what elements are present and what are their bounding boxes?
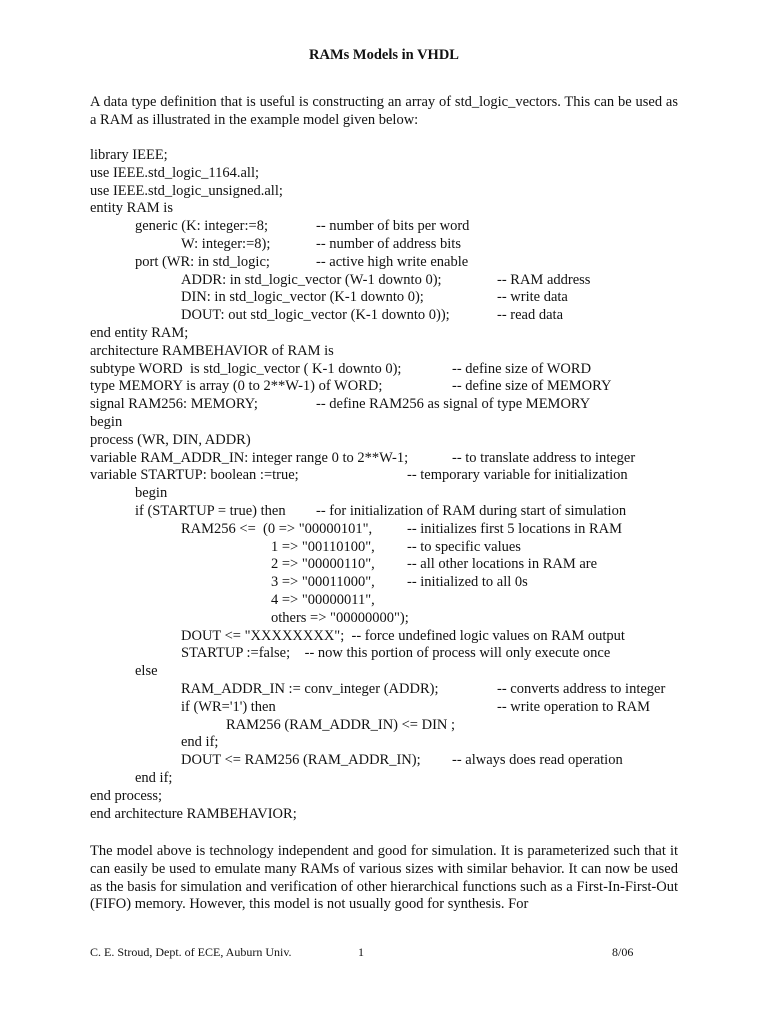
code-line: architecture RAMBEHAVIOR of RAM is — [90, 342, 334, 359]
code-line: RAM_ADDR_IN := conv_integer (ADDR); — [181, 681, 439, 697]
code-comment: -- initializes first 5 locations in RAM — [407, 520, 623, 537]
code-line: DOUT: out std_logic_vector (K-1 downto 0)); — [181, 307, 450, 324]
code-comment: -- write operation to RAM — [497, 698, 651, 715]
code-line: if (STARTUP = true) then — [135, 503, 286, 519]
closing-paragraph: The model above is technology independent and good for simulation. It is parameterized such that it can easily be used to emulate many RAMs of various sizes with similar behavior. It can now be used as the basis for simulation and verification of other hierarchical functions such as a First-In-First-Out (FIFO) memory. However, this model is not usually good for synthesis. For — [90, 843, 678, 913]
code-comment: -- RAM address — [497, 271, 591, 288]
code-line: W: integer:=8); — [181, 236, 271, 252]
code-comment: -- always does read operation — [452, 752, 623, 769]
code-comment: -- to translate address to integer — [452, 449, 636, 466]
code-line: DOUT <= RAM256 (RAM_ADDR_IN); — [181, 752, 421, 769]
code-line: 4 => "00000011", — [271, 592, 375, 608]
code-line: DIN: in std_logic_vector (K-1 downto 0); — [181, 289, 424, 306]
footer-date: 8/06 — [612, 945, 634, 959]
code-line: 1 => "00110100", — [271, 538, 375, 555]
code-line: use IEEE.std_logic_unsigned.all; — [90, 182, 283, 199]
page-title: RAMs Models in VHDL — [309, 47, 459, 63]
code-line: end if; — [135, 770, 173, 786]
code-line: process (WR, DIN, ADDR) — [90, 431, 251, 448]
code-line: end entity RAM; — [90, 325, 189, 341]
code-line: else — [135, 663, 158, 680]
code-comment: -- define RAM256 as signal of type MEMORY — [316, 396, 591, 413]
code-line: ADDR: in std_logic_vector (W-1 downto 0); — [181, 271, 442, 288]
code-comment: -- initialized to all 0s — [407, 574, 528, 591]
code-line: STARTUP :=false; -- now this portion of process will only execute once — [181, 645, 611, 662]
intro-paragraph: A data type definition that is useful is constructing an array of std_logic_vectors. This can be used as a RAM as illustrated in the example model given below: — [90, 94, 678, 128]
code-line: port (WR: in std_logic; — [135, 253, 270, 270]
code-line: if (WR='1') then — [181, 698, 276, 715]
code-comment: -- define size of MEMORY — [452, 378, 612, 395]
code-line: end process; — [90, 787, 163, 804]
code-comment: -- number of address bits — [316, 236, 461, 252]
code-line: begin — [90, 414, 123, 430]
code-line: DOUT <= "XXXXXXXX"; -- force undefined logic values on RAM output — [181, 627, 625, 644]
code-comment: -- to specific values — [407, 538, 521, 555]
code-line: use IEEE.std_logic_1164.all; — [90, 164, 260, 181]
code-comment: -- read data — [497, 307, 564, 324]
footer-author: C. E. Stroud, Dept. of ECE, Auburn Univ. — [90, 945, 292, 959]
code-comment: -- define size of WORD — [452, 360, 592, 377]
code-comment: -- all other locations in RAM are — [407, 556, 598, 573]
code-line: RAM256 (RAM_ADDR_IN) <= DIN ; — [226, 716, 456, 733]
code-line: end architecture RAMBEHAVIOR; — [90, 805, 297, 822]
code-comment: -- active high write enable — [316, 253, 469, 270]
code-line: entity RAM is — [90, 200, 173, 217]
code-comment: -- write data — [497, 289, 568, 306]
code-line: subtype WORD is std_logic_vector ( K-1 downto 0); — [90, 360, 402, 377]
code-line: 3 => "00011000", — [271, 574, 375, 591]
code-line: generic (K: integer:=8; — [135, 218, 268, 235]
code-line: signal RAM256: MEMORY; — [90, 396, 258, 413]
code-line: library IEEE; — [90, 147, 168, 163]
code-line: others => "00000000"); — [271, 609, 409, 626]
code-line: variable RAM_ADDR_IN: integer range 0 to 2**W-1; — [90, 449, 409, 466]
code-line: variable STARTUP: boolean :=true; — [90, 467, 299, 484]
code-comment: -- converts address to integer — [497, 681, 666, 697]
code-comment: -- temporary variable for initialization — [407, 467, 628, 484]
code-line: type MEMORY is array (0 to 2**W-1) of WORD; — [90, 378, 383, 395]
code-line: begin — [135, 485, 168, 502]
code-comment: -- number of bits per word — [316, 218, 470, 235]
code-comment: -- for initialization of RAM during start of simulation — [316, 503, 627, 519]
code-line: 2 => "00000110", — [271, 556, 375, 573]
code-line: end if; — [181, 734, 219, 751]
code-line: RAM256 <= (0 => "00000101", — [181, 520, 373, 537]
footer-page-number: 1 — [358, 945, 364, 959]
